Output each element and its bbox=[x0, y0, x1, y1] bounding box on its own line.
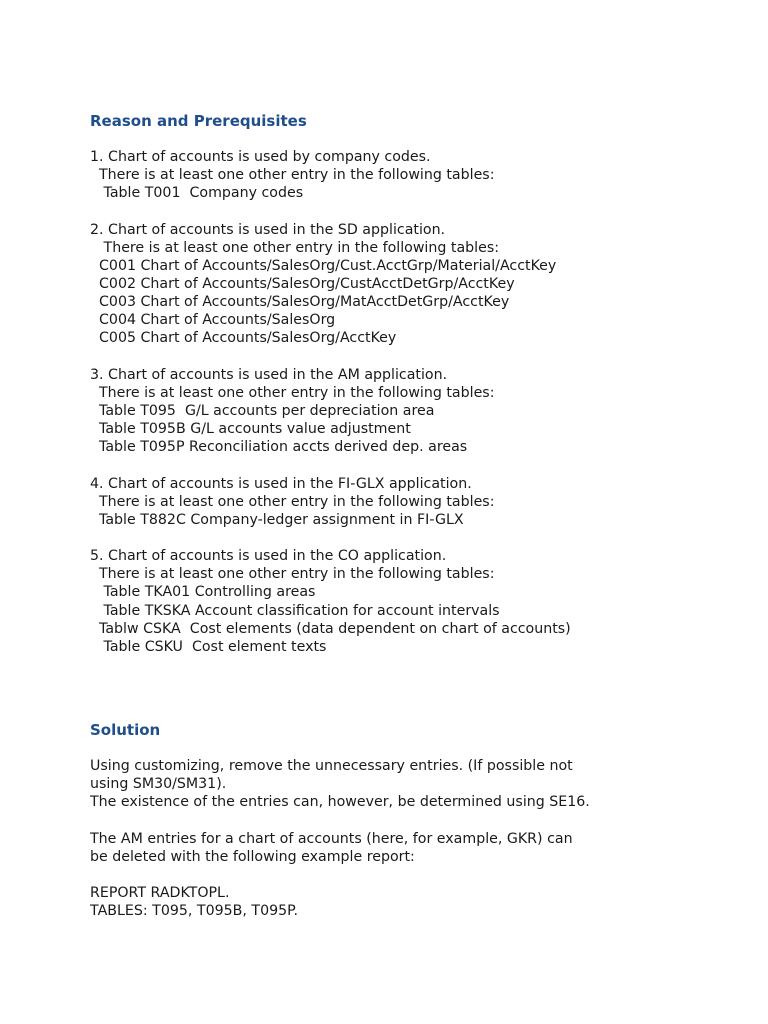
text-line: C004 Chart of Accounts/SalesOrg bbox=[90, 312, 336, 329]
text-line: C002 Chart of Accounts/SalesOrg/CustAcctDetGrp/AcctKey bbox=[90, 275, 515, 292]
text-line: Table T095P Reconciliation accts derived dep. areas bbox=[90, 439, 468, 456]
text-line: 2. Chart of accounts is used in the SD application. bbox=[90, 221, 446, 238]
text-line: Table T882C Company-ledger assignment in FI-GLX bbox=[90, 511, 464, 528]
text-line: There is at least one other entry in the following tables: bbox=[90, 566, 495, 583]
text-line: Table T001 Company codes bbox=[90, 185, 304, 202]
text-line: Table TKSKA Account classification for account intervals bbox=[90, 602, 500, 619]
text-line: REPORT RADKTOPL. bbox=[90, 884, 230, 901]
text-line: There is at least one other entry in the following tables: bbox=[90, 167, 495, 184]
section-spacer bbox=[90, 656, 750, 720]
heading-spacer bbox=[90, 740, 750, 757]
blank-line bbox=[90, 529, 750, 547]
text-line: Table TKA01 Controlling areas bbox=[90, 584, 316, 601]
text-line: using SM30/SM31). bbox=[90, 776, 227, 793]
text-line: Table T095B G/L accounts value adjustment bbox=[90, 421, 411, 438]
solution-heading: Solution bbox=[90, 720, 161, 739]
blank-line bbox=[90, 202, 750, 220]
text-line: Table T095 G/L accounts per depreciation area bbox=[90, 402, 435, 419]
text-line: There is at least one other entry in the following tables: bbox=[90, 384, 495, 401]
text-line: There is at least one other entry in the following tables: bbox=[90, 493, 495, 510]
blank-line bbox=[90, 348, 750, 366]
document-page bbox=[90, 111, 750, 920]
text-line: C005 Chart of Accounts/SalesOrg/AcctKey bbox=[90, 330, 397, 347]
text-line: 4. Chart of accounts is used in the FI-GLX application. bbox=[90, 475, 472, 492]
text-line: 3. Chart of accounts is used in the AM application. bbox=[90, 366, 448, 383]
blank-line bbox=[90, 811, 750, 829]
blank-line bbox=[90, 866, 750, 884]
blank-line bbox=[90, 456, 750, 474]
text-line: TABLES: T095, T095B, T095P. bbox=[90, 903, 299, 920]
text-line: 5. Chart of accounts is used in the CO application. bbox=[90, 548, 447, 565]
text-line: The AM entries for a chart of accounts (here, for example, GKR) can bbox=[90, 830, 573, 847]
text-line: be deleted with the following example report: bbox=[90, 848, 415, 865]
text-line: C001 Chart of Accounts/SalesOrg/Cust.AcctGrp/Material/AcctKey bbox=[90, 257, 557, 274]
text-line: Tablw CSKA Cost elements (data dependent on chart of accounts) bbox=[90, 620, 571, 637]
reason-text-block bbox=[90, 148, 750, 656]
text-line: C003 Chart of Accounts/SalesOrg/MatAcctDetGrp/AcctKey bbox=[90, 294, 510, 311]
reason-heading: Reason and Prerequisites bbox=[90, 112, 307, 130]
text-line: 1. Chart of accounts is used by company codes. bbox=[90, 149, 431, 165]
heading-spacer bbox=[90, 131, 750, 148]
solution-text-block bbox=[90, 757, 750, 920]
text-line: Table CSKU Cost element texts bbox=[90, 638, 327, 655]
text-line: There is at least one other entry in the following tables: bbox=[90, 239, 499, 256]
text-line: Using customizing, remove the unnecessary entries. (If possible not bbox=[90, 757, 573, 774]
text-line: The existence of the entries can, however, be determined using SE16. bbox=[90, 794, 590, 811]
